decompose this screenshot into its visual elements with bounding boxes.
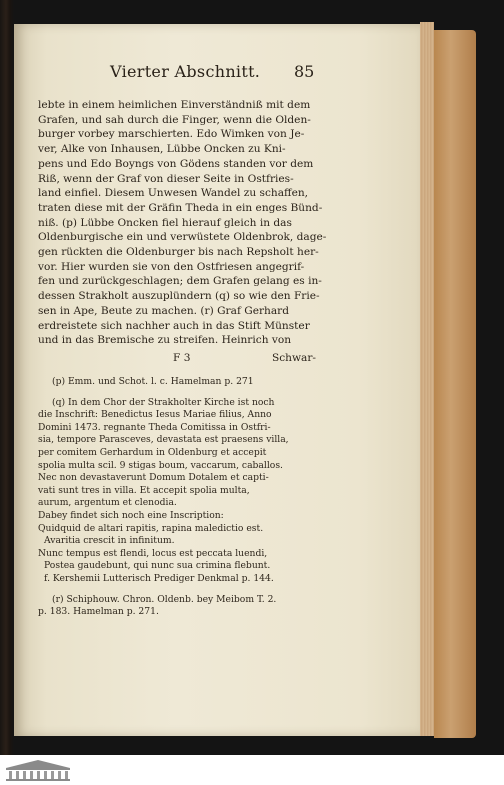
page-edges <box>420 22 434 736</box>
note-gap <box>38 586 328 594</box>
body-line: erdreistete sich nachher auch in das Stift Münster <box>38 319 310 332</box>
body-line: dessen Strakholt auszuplündern (q) so wie den Frie- <box>38 290 320 303</box>
body-line: Grafen, und sah durch die Finger, wenn die Olden- <box>38 113 311 126</box>
footnote-line: aurum, argentum et clenodia. <box>38 497 177 509</box>
footnote-line: Domini 1473. regnante Theda Comitissa in Ostfri- <box>38 421 271 433</box>
footnote-line: per comitem Gerhardum in Oldenburg et accepit <box>38 446 267 458</box>
footnote-line: (r) Schiphouw. Chron. Oldenb. bey Meibom T. 2. <box>52 593 277 605</box>
footnote-line: (q) In dem Chor der Strakholter Kirche ist noch <box>52 396 275 408</box>
running-head: Vierter Abschnitt. <box>110 62 261 81</box>
body-line: gen rückten die Oldenburger bis nach Repsholt her- <box>38 246 319 259</box>
body-line: fen und zurückgeschlagen; dem Grafen gelang es in- <box>38 275 322 288</box>
footnote-line: Avaritia crescit in infinitum. <box>44 535 175 547</box>
footnote-line: Postea gaudebunt, qui nunc sua crimina flebunt. <box>44 560 271 572</box>
page-number: 85 <box>294 62 315 81</box>
body-line: und in das Bremische zu streifen. Heinrich von <box>38 334 292 347</box>
body-line: Riß, wenn der Graf von dieser Seite in Ostfries- <box>38 172 294 185</box>
body-text <box>38 98 327 348</box>
footnote-line: Nunc tempus est flendi, locus est peccata luendi, <box>38 547 268 559</box>
body-line: lebte in einem heimlichen Einverständniß mit dem <box>38 99 311 111</box>
body-line: Oldenburgische ein und verwüstete Oldenbrok, dage- <box>38 231 327 244</box>
body-line: land einfiel. Diesem Unwesen Wandel zu schaffen, <box>38 187 309 200</box>
footnotes <box>38 376 328 619</box>
footnote-line: Quidquid de altari rapitis, rapina maledictio est. <box>38 522 264 534</box>
body-line: burger vorbey marschierten. Edo Wimken von Je- <box>38 128 305 141</box>
footnote-line: (p) Emm. und Schot. l. c. Hamelman p. 271 <box>52 376 254 387</box>
body-line: vor. Hier wurden sie von den Ostfriesen angegrif- <box>38 260 305 273</box>
footnote-line: Dabey findet sich noch eine Inscription: <box>38 509 224 521</box>
footnote-line: Nec non devastaverunt Domum Dotalem et capti- <box>38 472 269 484</box>
footnote-line: sia, tempore Parasceves, devastata est praesens villa, <box>38 434 289 446</box>
body-line: pens und Edo Boyngs von Gödens standen vor dem <box>38 157 314 170</box>
body-line: traten diese mit der Gräfin Theda in ein enges Bünd- <box>38 201 323 214</box>
body-line: niß. (p) Lübbe Oncken fiel hierauf gleich in das <box>38 216 292 229</box>
footnote-line: die Inschrift: Benedictus Iesus Mariae filius, Anno <box>38 409 272 421</box>
body-line: sen in Ape, Beute zu machen. (r) Graf Gerhard <box>38 304 290 317</box>
library-building-icon <box>4 759 72 781</box>
catchword: Schwar- <box>271 352 316 364</box>
signature-mark: F 3 <box>173 352 191 364</box>
footnote-line: vati sunt tres in villa. Et accepit spolia multa, <box>38 484 250 496</box>
body-line: ver, Alke von Inhausen, Lübbe Oncken zu Kni- <box>38 143 286 156</box>
footnote-line: spolia multa scil. 9 stigas boum, vaccarum, caballos. <box>38 459 283 471</box>
footer-band <box>0 755 504 785</box>
footnote-line: f. Kershemii Lutterisch Prediger Denkmal p. 144. <box>44 572 274 584</box>
footnote-line: p. 183. Hamelman p. 271. <box>38 606 159 618</box>
note-gap <box>38 389 328 397</box>
book-cover-edge <box>434 30 476 738</box>
